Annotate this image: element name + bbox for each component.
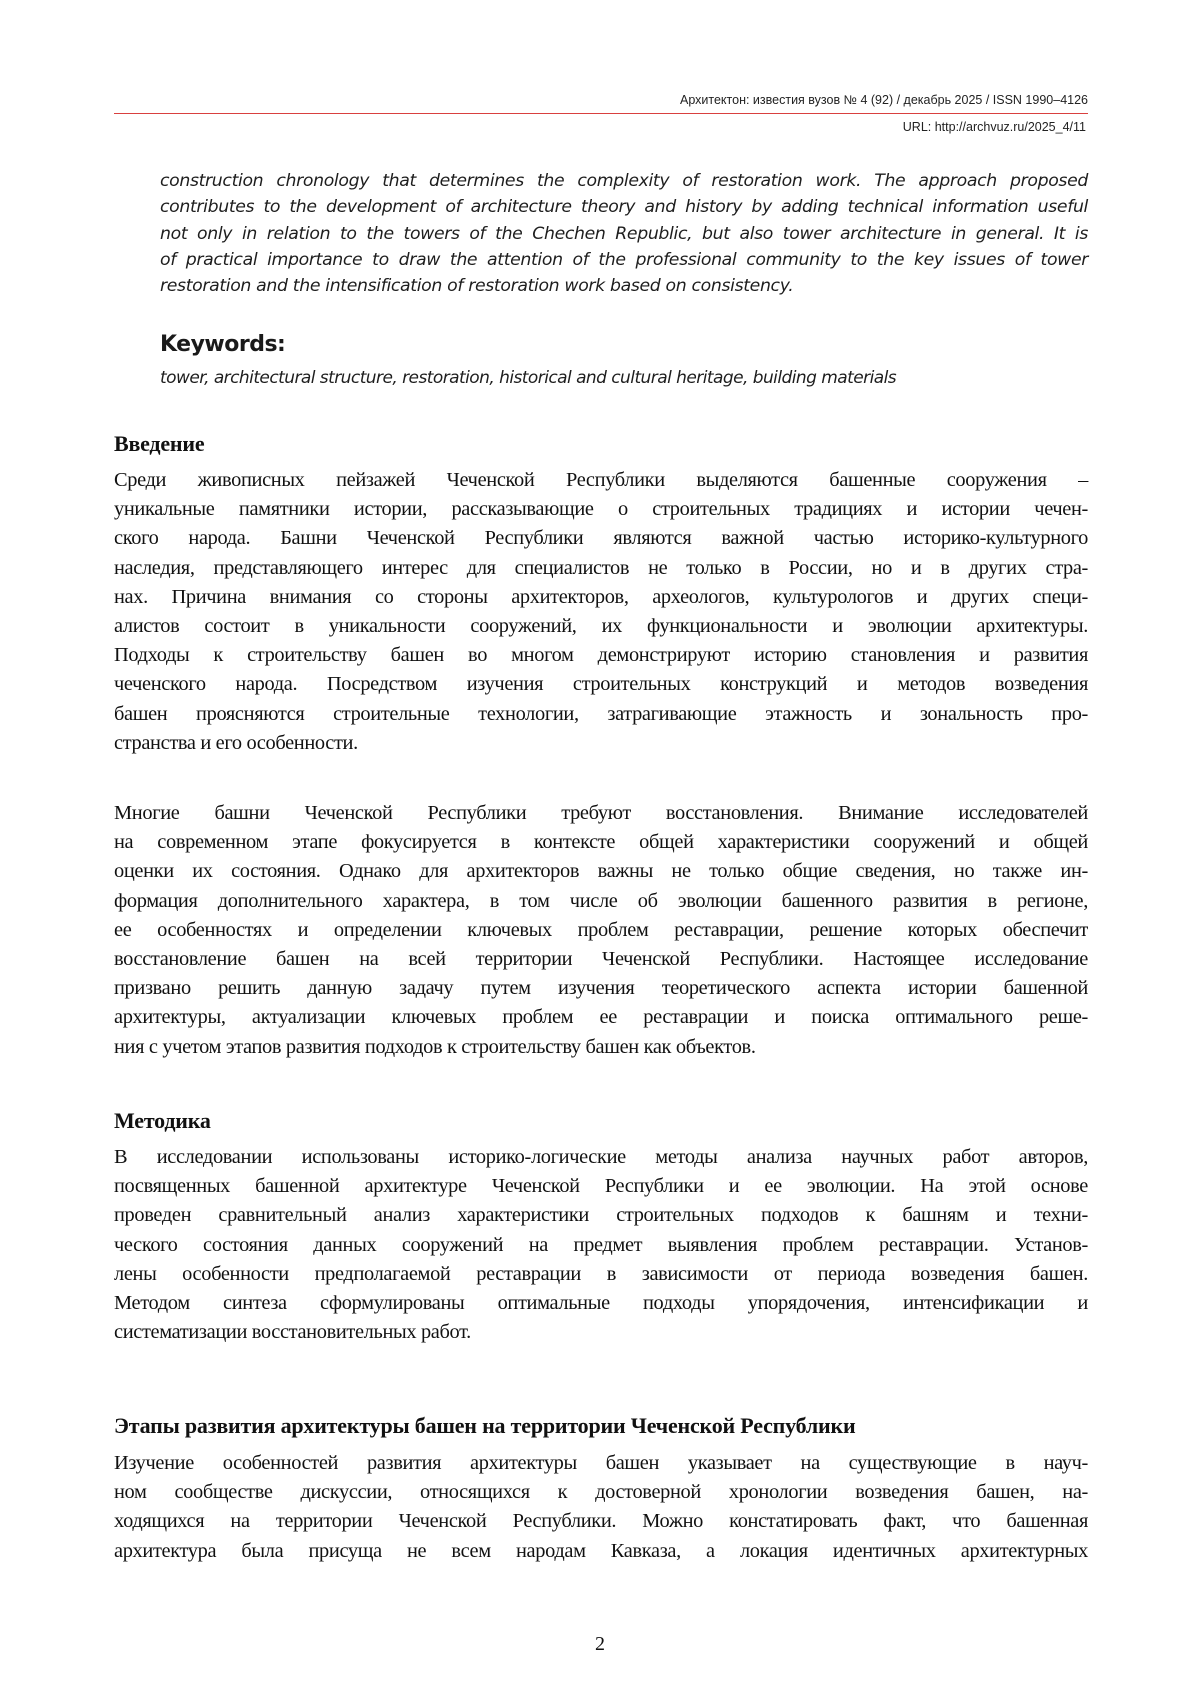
text-line: восстановление башен на всей территории Чеченской Республики. Настоящее исследование xyxy=(114,948,1088,971)
text-line: В исследовании использованы историко-логические методы анализа научных работ авторов, xyxy=(114,1146,1088,1168)
section-heading-introduction: Введение xyxy=(114,431,205,456)
text-line: ее особенностях и определении ключевых проблем реставрации, решение которых обеспечит xyxy=(114,918,1088,941)
text-line: лены особенности предполагаемой реставрации в зависимости от периода возведения башен. xyxy=(114,1262,1088,1285)
text-line: архитектура была присуща не всем народам Кавказа, а локация идентичных архитектурных xyxy=(114,1539,1088,1562)
running-header-journal: Архитектон: известия вузов № 4 (92) / декабрь 2025 / ISSN 1990–4126 xyxy=(680,93,1088,107)
text-line: оценки их состояния. Однако для архитекторов важны не только общие сведения, но также ин- xyxy=(114,860,1088,883)
text-line: ния с учетом этапов развития подходов к строительству башен как объектов. xyxy=(114,1035,756,1058)
text-line: Среди живописных пейзажей Чеченской Республики выделяются башенные сооружения – xyxy=(114,469,1088,491)
text-line: проведен сравнительный анализ характеристики строительных подходов к башням и техни- xyxy=(114,1204,1088,1227)
section-heading-development-stages: Этапы развития архитектуры башен на территории Чеченской Республики xyxy=(114,1413,856,1438)
text-line: посвященных башенной архитектуре Чеченской Республики и ее эволюции. На этой основе xyxy=(114,1175,1088,1198)
text-line: чеченского народа. Посредством изучения строительных конструкций и методов возведения xyxy=(114,673,1088,696)
text-line: на современном этапе фокусируется в контексте общей характеристики сооружений и общей xyxy=(114,831,1088,854)
paragraph xyxy=(114,799,1088,1062)
text-line: ном сообществе дискуссии, относящихся к достоверной хронологии возведения башен, на- xyxy=(114,1481,1088,1504)
text-line: нах. Причина внимания со стороны архитекторов, археологов, культурологов и других специ- xyxy=(114,585,1088,608)
text-line: формация дополнительного характера, в том числе об эволюции башенного развития в регионе, xyxy=(114,889,1088,912)
text-line: архитектуры, актуализации ключевых проблем ее реставрации и поиска оптимального реше- xyxy=(114,1006,1088,1029)
text-line: систематизации восстановительных работ. xyxy=(114,1321,471,1344)
paragraph xyxy=(114,1143,1088,1347)
running-header-url: URL: http://archvuz.ru/2025_4/11 xyxy=(902,120,1086,134)
keywords-list: tower, architectural structure, restoration, historical and cultural heritage, building materials xyxy=(160,368,897,388)
abstract-line: contributes to the development of architecture theory and history by adding technical information useful xyxy=(160,197,1088,218)
text-line: алистов состоит в уникальности сооружений, их функциональности и эволюции архитектуры. xyxy=(114,615,1088,638)
text-line: ходящихся на территории Чеченской Республики. Можно констатировать факт, что башенная xyxy=(114,1510,1088,1533)
text-line: странства и его особенности. xyxy=(114,731,358,754)
page-number: 2 xyxy=(595,1633,605,1655)
text-line: башен проясняются строительные технологии, затрагивающие этажность и зональность про- xyxy=(114,702,1088,725)
abstract-line: construction chronology that determines the complexity of restoration work. The approach proposed xyxy=(160,171,1088,191)
text-line: призвано решить данную задачу путем изучения теоретического аспекта истории башенной xyxy=(114,977,1088,1000)
text-line: Многие башни Чеченской Республики требуют восстановления. Внимание исследователей xyxy=(114,802,1088,824)
section-heading-methodology: Методика xyxy=(114,1108,211,1133)
text-line: Подходы к строительству башен во многом демонстрируют историю становления и развития xyxy=(114,644,1088,667)
abstract-line: of practical importance to draw the attention of the professional community to the key issues of tower xyxy=(160,249,1088,270)
paragraph xyxy=(114,466,1088,758)
text-line: Методом синтеза сформулированы оптимальные подходы упорядочения, интенсификации и xyxy=(114,1292,1088,1315)
keywords-heading: Keywords: xyxy=(160,332,286,357)
text-line: ческого состояния данных сооружений на предмет выявления проблем реставрации. Установ- xyxy=(114,1233,1088,1256)
text-line: ского народа. Башни Чеченской Республики являются важной частью историко-культурного xyxy=(114,527,1088,550)
paragraph xyxy=(114,1449,1088,1566)
text-line: Изучение особенностей развития архитектуры башен указывает на существующие в науч- xyxy=(114,1452,1088,1474)
abstract-line: not only in relation to the towers of the Chechen Republic, but also tower architecture in general. It is xyxy=(160,223,1088,244)
text-line: уникальные памятники истории, рассказывающие о строительных традициях и истории чечен- xyxy=(114,498,1088,521)
abstract-line: restoration and the intensification of restoration work based on consistency. xyxy=(160,276,794,297)
header-rule xyxy=(114,113,1088,114)
text-line: наследия, представляющего интерес для специалистов не только в России, но и в других стра- xyxy=(114,556,1088,579)
abstract-text xyxy=(160,168,1088,299)
